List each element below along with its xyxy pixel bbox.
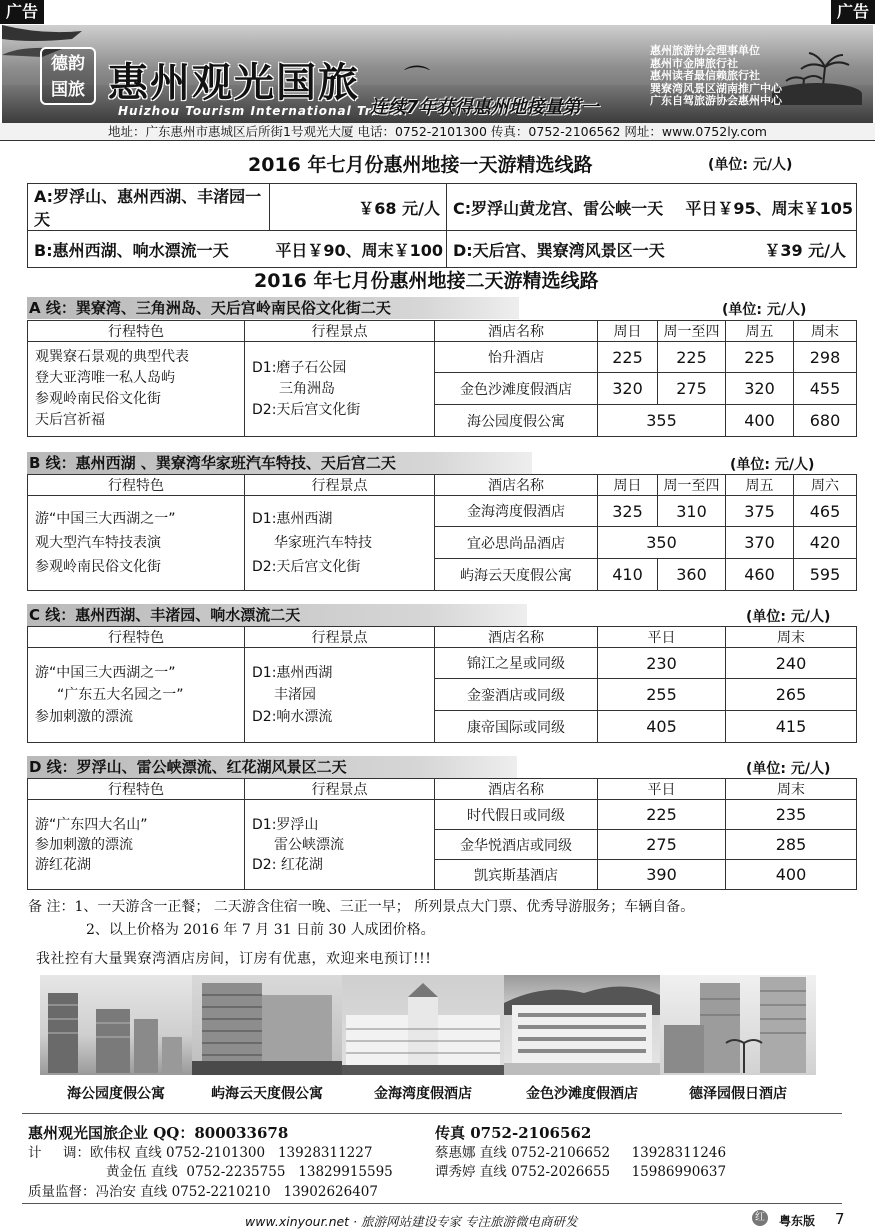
price-cell: 275 <box>658 373 726 405</box>
col-header: 酒店名称 <box>435 779 598 800</box>
photo-caption: 海公园度假公寓 <box>67 1086 165 1102</box>
edition-name: 粤东版 <box>779 1214 816 1228</box>
spot-line: 丰渚园 <box>274 687 316 703</box>
col-header: 行程景点 <box>245 475 435 496</box>
two-day-title: 2016 年七月份惠州地接二天游精选线路 <box>254 270 599 292</box>
feature-line: 天后宫祈福 <box>35 412 105 428</box>
company-logo <box>40 47 96 105</box>
price-cell: 415 <box>726 711 857 743</box>
route-a-unit: (单位: 元/人) <box>722 302 807 318</box>
route-features <box>28 800 245 890</box>
col-header: 周六 <box>794 475 857 496</box>
contact-detail: 冯治安 直线 0752-2210210 13902626407 <box>95 1183 378 1200</box>
company-qq: 惠州观光国旅企业 QQ：800033678 <box>28 1124 289 1142</box>
col-header: 平日 <box>598 779 726 800</box>
col-header: 行程特色 <box>28 321 245 342</box>
price-cell: 255 <box>598 679 726 711</box>
table-header-row <box>28 627 857 648</box>
spot-line: D1:惠州西湖 <box>252 665 333 681</box>
contact-detail: 欧伟权 直线 0752-2101300 13928311227 <box>89 1144 373 1161</box>
route-name: A:罗浮山、惠州西湖、丰渚园一天 <box>28 184 270 231</box>
ad-label-left: 广告 <box>0 0 44 24</box>
route-d-table <box>27 778 857 890</box>
feature-line: 参观岭南民俗文化街 <box>35 391 161 407</box>
feature-line: 登大亚湾唯一私人岛屿 <box>35 370 175 386</box>
one-day-table <box>27 183 857 268</box>
hotel-name: 锦江之星或同级 <box>435 648 598 679</box>
route-c-table <box>27 626 857 743</box>
route-features <box>28 496 245 591</box>
table-row <box>28 184 857 231</box>
route-d-unit: (单位: 元/人) <box>746 761 831 777</box>
price-cell: 225 <box>598 342 658 373</box>
price-cell: 298 <box>794 342 857 373</box>
photo-caption: 金海湾度假酒店 <box>374 1086 472 1102</box>
route-name: C:罗浮山黄龙宫、雷公峡一天 <box>446 184 672 231</box>
hotel-photo <box>660 975 816 1075</box>
header-banner <box>2 25 873 123</box>
contact-detail: 蔡惠娜 直线 0752-2106652 13928311246 <box>435 1144 727 1161</box>
price-cell: 375 <box>726 496 794 527</box>
table-header-row <box>28 779 857 800</box>
feature-line: 观巽寮石景观的典型代表 <box>35 349 189 365</box>
route-a-title: A 线：巽寮湾、三角洲岛、天后宫岭南民俗文化街二天 <box>27 297 519 319</box>
hotel-photo <box>342 975 504 1075</box>
col-header: 平日 <box>598 627 726 648</box>
spot-line: D1:罗浮山 <box>252 816 319 833</box>
footer-site: www.xinyour.net · 旅游网站建设专家 专注旅游微电商研发 <box>245 1214 578 1229</box>
col-header: 行程特色 <box>28 779 245 800</box>
col-header: 周日 <box>598 321 658 342</box>
table-row <box>28 800 857 830</box>
address-line: 地址：广东惠州市惠城区后所街1号观光大厦 电话：0752-2101300 传真：0752-2106562 网址：www.0752ly.com <box>0 123 875 141</box>
one-day-unit: (单位: 元/人) <box>708 157 793 173</box>
col-header: 周五 <box>726 321 794 342</box>
route-price: ￥68 元/人 <box>269 184 446 231</box>
feature-line: 游“中国三大西湖之一” <box>35 665 176 681</box>
honor-item: 巽寮湾风景区湖南推广中心 <box>650 81 782 95</box>
col-header: 酒店名称 <box>435 321 598 342</box>
contact-detail: 谭秀婷 直线 0752-2026655 15986990637 <box>435 1164 727 1180</box>
contact-row <box>28 1183 393 1203</box>
hotel-photo <box>504 975 660 1075</box>
page-number: 7 <box>835 1210 845 1228</box>
honor-item: 广东自驾旅游协会惠州中心 <box>650 94 782 107</box>
price-cell: 320 <box>726 373 794 405</box>
divider <box>22 1203 842 1204</box>
ad-label-right: 广告 <box>831 0 875 24</box>
spot-line: D2:响水漂流 <box>252 709 333 725</box>
price-cell: 595 <box>794 559 857 591</box>
price-cell: 275 <box>598 830 726 860</box>
logo-text-bottom: 国旅 <box>51 80 85 100</box>
photo-caption: 德泽园假日酒店 <box>689 1086 787 1102</box>
contact-left <box>28 1124 393 1202</box>
price-cell: 400 <box>726 405 794 437</box>
feature-line: 参加刺激的漂流 <box>35 709 133 725</box>
price-cell: 400 <box>726 860 857 890</box>
booking-promo: 我社控有大量巽寮湾酒店房间，订房有优惠，欢迎来电预订!!! <box>36 951 432 967</box>
fax-number: 传真 0752-2106562 <box>435 1124 592 1142</box>
col-header: 行程景点 <box>245 627 435 648</box>
price-cell: 320 <box>598 373 658 405</box>
contact-role: 计 调： <box>28 1144 90 1161</box>
col-header: 行程景点 <box>245 779 435 800</box>
route-spots <box>245 648 435 743</box>
price-cell: 230 <box>598 648 726 679</box>
price-cell: 225 <box>658 342 726 373</box>
feature-line: 参观岭南民俗文化街 <box>35 559 161 575</box>
hotel-name: 金色沙滩度假酒店 <box>435 373 598 405</box>
photo-caption: 金色沙滩度假酒店 <box>526 1086 638 1102</box>
route-c-title: C 线：惠州西湖、丰渚园、响水漂流二天 <box>27 604 527 626</box>
table-row <box>28 496 857 527</box>
route-features <box>28 342 245 437</box>
table-header-row <box>28 321 857 342</box>
col-header: 周日 <box>598 475 658 496</box>
spot-line: 雷公峡漂流 <box>274 836 344 853</box>
price-cell: 465 <box>794 496 857 527</box>
route-spots <box>245 800 435 890</box>
hotel-name: 康帝国际或同级 <box>435 711 598 743</box>
price-cell: 360 <box>658 559 726 591</box>
price-cell: 310 <box>658 496 726 527</box>
contact-row <box>28 1144 393 1164</box>
route-b-unit: (单位: 元/人) <box>730 457 815 473</box>
contact-detail: 黄金伍 直线 0752-2235755 13829915595 <box>106 1164 393 1180</box>
table-header-row <box>28 475 857 496</box>
route-name: B:惠州西湖、响水漂流一天 <box>28 231 270 268</box>
route-spots <box>245 342 435 437</box>
spot-line: D2:天后宫文化街 <box>252 401 361 418</box>
col-header: 周一至四 <box>658 321 726 342</box>
col-header: 周末 <box>726 627 857 648</box>
route-spots <box>245 496 435 591</box>
price-cell: 240 <box>726 648 857 679</box>
price-cell: 390 <box>598 860 726 890</box>
price-cell: 225 <box>598 800 726 830</box>
price-cell: 285 <box>726 830 857 860</box>
spot-line: 三角洲岛 <box>279 380 335 397</box>
hotel-name: 凯宾斯基酒店 <box>435 860 598 890</box>
seagull-icon: ⌒ <box>404 65 431 95</box>
col-header: 酒店名称 <box>435 475 598 496</box>
spot-line: D2:天后宫文化街 <box>252 559 361 575</box>
price-cell: 265 <box>726 679 857 711</box>
price-cell: 405 <box>598 711 726 743</box>
honor-item: 惠州市金牌旅行社 <box>650 56 738 70</box>
route-name: D:天后宫、巽寮湾风景区一天 <box>446 231 672 268</box>
spot-line: D1:惠州西湖 <box>252 511 333 527</box>
route-d-title: D 线：罗浮山、雷公峡漂流、红花湖风景区二天 <box>27 756 517 778</box>
price-cell: 420 <box>794 527 857 559</box>
price-cell: 350 <box>598 527 726 559</box>
route-price: 平日￥95、周末￥105 <box>673 184 857 231</box>
company-name-en: Huizhou Tourism International Travel <box>118 104 404 118</box>
feature-line: 游“中国三大西湖之一” <box>35 511 176 527</box>
price-cell: 325 <box>598 496 658 527</box>
company-name-cn: 惠州观光国旅 <box>108 60 360 106</box>
price-cell: 370 <box>726 527 794 559</box>
spot-line: D2: 红花湖 <box>252 856 323 873</box>
hotel-photo <box>40 975 192 1075</box>
table-row <box>28 231 857 268</box>
page-footer <box>0 1207 875 1230</box>
hotel-name: 金銮酒店或同级 <box>435 679 598 711</box>
spot-line: D1:磨子石公园 <box>252 359 347 376</box>
honor-item: 惠州读者最信赖旅行社 <box>650 69 760 82</box>
feature-line: 观大型汽车特技表演 <box>35 535 161 551</box>
price-cell: 680 <box>794 405 857 437</box>
one-day-title: 2016 年七月份惠州地接一天游精选线路 <box>248 154 593 176</box>
col-header: 行程景点 <box>245 321 435 342</box>
col-header: 周末 <box>726 779 857 800</box>
hotel-name: 海公园度假公寓 <box>435 405 598 437</box>
honor-item: 惠州旅游协会理事单位 <box>650 44 760 57</box>
hotel-name: 时代假日或同级 <box>435 800 598 830</box>
table-row <box>28 648 857 679</box>
price-cell: 460 <box>726 559 794 591</box>
feature-line: “广东五大名园之一” <box>57 687 184 703</box>
contact-right <box>435 1124 726 1183</box>
table-row <box>28 342 857 373</box>
col-header: 周五 <box>726 475 794 496</box>
route-b-title: B 线：惠州西湖 、巽寮湾华家班汽车特技、天后宫二天 <box>27 452 532 474</box>
hotel-photo <box>192 975 342 1075</box>
col-header: 周末 <box>794 321 857 342</box>
col-header: 行程特色 <box>28 475 245 496</box>
hotel-name: 宜必思尚品酒店 <box>435 527 598 559</box>
hotel-name: 金华悦酒店或同级 <box>435 830 598 860</box>
contact-role: 质量监督： <box>28 1183 96 1200</box>
feature-line: 参加刺激的漂流 <box>35 836 133 853</box>
col-header: 周一至四 <box>658 475 726 496</box>
feature-line: 游“广东四大名山” <box>35 816 148 833</box>
slogan: 连续7年获得惠州地接量第一 <box>370 97 599 118</box>
route-features <box>28 648 245 743</box>
route-b-table <box>27 474 857 591</box>
note-line-1: 备 注：1、一天游含一正餐； 二天游含住宿一晚、三正一早； 所列景点大门票、优秀导游服务；车辆自备。 <box>28 899 695 915</box>
col-header: 行程特色 <box>28 627 245 648</box>
divider <box>22 1113 842 1114</box>
price-cell: 355 <box>598 405 726 437</box>
route-price: ￥39 元/人 <box>673 231 857 268</box>
price-cell: 235 <box>726 800 857 830</box>
hotel-name: 金海湾度假酒店 <box>435 496 598 527</box>
photo-caption: 屿海云天度假公寓 <box>211 1086 323 1102</box>
route-a-table <box>27 320 857 437</box>
feature-line: 游红花湖 <box>35 856 91 873</box>
hotel-name: 怡升酒店 <box>435 342 598 373</box>
col-header: 酒店名称 <box>435 627 598 648</box>
hotel-name: 屿海云天度假公寓 <box>435 559 598 591</box>
edition-badge-icon: 红 <box>752 1210 768 1226</box>
price-cell: 410 <box>598 559 658 591</box>
honors-list <box>650 45 870 108</box>
route-price: 平日￥90、周末￥100 <box>269 231 446 268</box>
spot-line: 华家班汽车特技 <box>274 535 372 551</box>
route-c-unit: (单位: 元/人) <box>746 609 831 625</box>
price-cell: 225 <box>726 342 794 373</box>
note-line-2: 2、以上价格为 2016 年 7 月 31 日前 30 人成团价格。 <box>86 922 435 938</box>
hotel-photo-strip <box>40 975 816 1075</box>
contact-row <box>28 1163 393 1183</box>
price-cell: 455 <box>794 373 857 405</box>
logo-text-top: 德韵 <box>51 54 85 74</box>
